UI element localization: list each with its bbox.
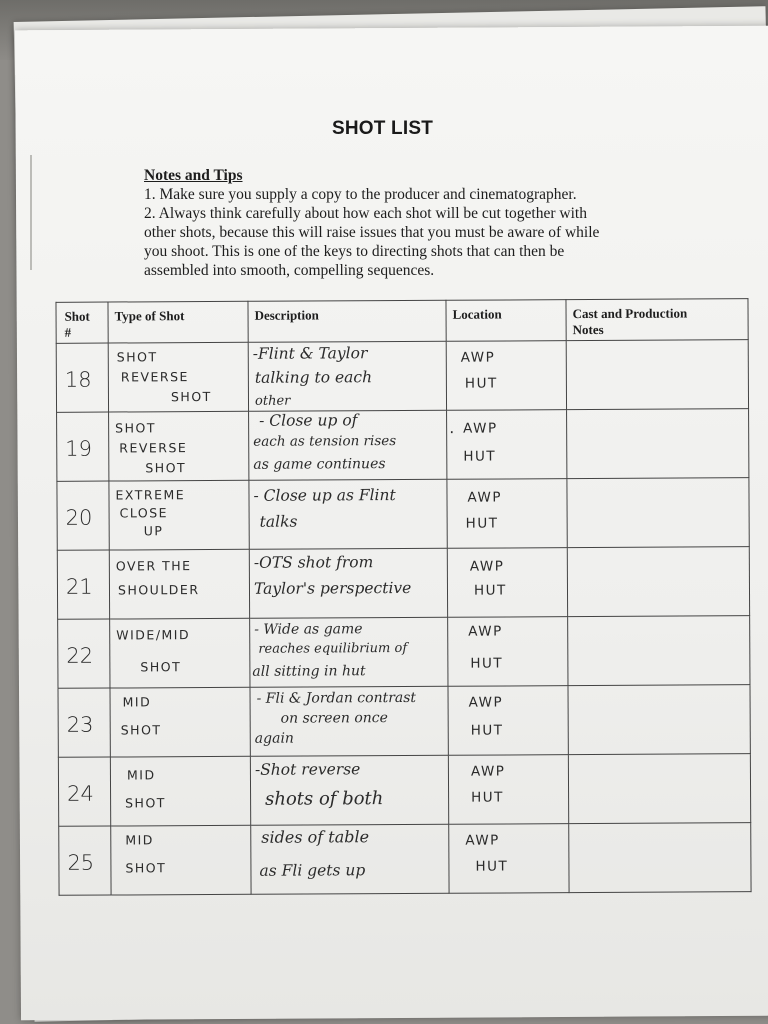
- table-row: [57, 478, 749, 551]
- header-cast-notes: [566, 299, 748, 341]
- cell-shot-number: [57, 412, 109, 481]
- ink-dot: ·: [449, 422, 455, 442]
- shot-number: 18: [64, 367, 92, 392]
- location-line: HUT: [475, 858, 509, 875]
- location-line: HUT: [470, 655, 504, 672]
- shot-number: 23: [66, 712, 94, 737]
- cell-description: [248, 341, 446, 411]
- cell-notes: [568, 616, 750, 686]
- notes-heading: Notes and Tips: [144, 167, 243, 184]
- header-location: Location: [446, 300, 566, 342]
- cell-shot-number: [58, 688, 110, 757]
- type-line: REVERSE: [119, 440, 188, 456]
- cell-type: [110, 756, 250, 826]
- page-title: SHOT LIST: [332, 118, 434, 139]
- description-line: talks: [259, 512, 298, 531]
- type-line: SHOT: [145, 460, 187, 476]
- description-line: again: [254, 730, 294, 747]
- description-line: -Flint & Taylor: [252, 344, 368, 363]
- cell-notes: [569, 823, 751, 893]
- location-line: AWP: [463, 420, 498, 437]
- cell-type: [110, 618, 250, 688]
- cell-shot-number: [58, 757, 110, 826]
- location-line: AWP: [469, 558, 505, 575]
- type-line: SHOT: [116, 349, 158, 365]
- shot-number: 22: [66, 643, 94, 668]
- type-line: SHOT: [170, 388, 212, 405]
- header-description: Description: [248, 300, 446, 342]
- table-row: [58, 616, 750, 689]
- tip-2-line-2: other shots, because this will raise issues that you must be aware of while: [144, 224, 600, 241]
- cell-description: [251, 824, 449, 894]
- description-line: sides of table: [261, 827, 370, 847]
- cell-type: [111, 825, 251, 895]
- table-row: [58, 685, 750, 758]
- description-line: as Fli gets up: [259, 861, 366, 880]
- cell-notes: [568, 754, 750, 824]
- location-line: HUT: [470, 722, 504, 739]
- type-line: SHOULDER: [117, 582, 200, 598]
- type-line: REVERSE: [120, 369, 189, 385]
- location-line: AWP: [465, 832, 500, 849]
- cell-type: [109, 549, 249, 619]
- type-line: SHOT: [125, 795, 166, 811]
- cell-description: [249, 548, 447, 618]
- table-row: [59, 823, 751, 896]
- location-line: AWP: [470, 763, 506, 780]
- shot-number: 19: [65, 436, 93, 461]
- header-shot-line-2: #: [64, 324, 72, 340]
- tip-2-line-4: assembled into smooth, compelling sequences.: [144, 262, 435, 279]
- header-shot-line-1: Shot: [64, 308, 90, 324]
- location-line: HUT: [471, 789, 504, 806]
- type-line: WIDE/MID: [116, 627, 191, 643]
- cell-notes: [568, 685, 750, 755]
- description-line: as game continues: [253, 456, 386, 473]
- description-line: shots of both: [265, 788, 384, 810]
- cell-shot-number: [57, 481, 109, 550]
- description-line: - Close up of: [259, 411, 358, 430]
- location-line: HUT: [473, 582, 507, 599]
- table-row: [56, 340, 748, 413]
- table-header-row: [56, 299, 748, 344]
- cell-notes: [567, 547, 749, 617]
- cell-description: [250, 686, 448, 756]
- shot-list-table-wrapper: [55, 298, 750, 886]
- cell-shot-number: [59, 826, 111, 895]
- location-line: HUT: [463, 448, 497, 465]
- cell-description: [250, 617, 448, 687]
- shot-number: 25: [67, 850, 95, 875]
- location-line: AWP: [468, 623, 503, 640]
- cell-location: [449, 824, 569, 894]
- header-type-of-shot: Type of Shot: [108, 301, 248, 343]
- type-line: MID: [125, 832, 154, 848]
- description-line: - Fli & Jordan contrast: [256, 689, 417, 707]
- type-line: MID: [126, 767, 156, 783]
- cell-notes: [567, 409, 749, 479]
- tip-1: 1. Make sure you supply a copy to the producer and cinematographer.: [144, 186, 577, 203]
- type-line: CLOSE: [119, 505, 169, 521]
- type-line: MID: [122, 694, 152, 710]
- description-line: -OTS shot from: [253, 553, 374, 572]
- description-line: on screen once: [280, 710, 388, 727]
- cell-type: [110, 687, 250, 757]
- description-line: - Close up as Flint: [253, 486, 396, 505]
- type-line: UP: [143, 523, 164, 539]
- header-cast-line-2: Notes: [572, 321, 604, 338]
- shot-number: 24: [66, 781, 94, 806]
- location-line: AWP: [468, 694, 504, 711]
- type-line: SHOT: [125, 860, 167, 876]
- description-line: Taylor's perspective: [253, 578, 412, 598]
- type-line: SHOT: [120, 722, 162, 738]
- cell-location: [446, 341, 566, 411]
- cell-location: [447, 479, 567, 549]
- cell-shot-number: [58, 619, 110, 688]
- notes-section: [144, 166, 664, 280]
- type-line: SHOT: [115, 420, 156, 436]
- cell-location: [448, 686, 568, 756]
- table-row: [57, 409, 749, 482]
- cell-description: [249, 410, 447, 480]
- shot-number: 20: [65, 505, 93, 530]
- cell-type: [109, 480, 249, 550]
- type-line: EXTREME: [115, 487, 186, 503]
- cell-location: [448, 755, 568, 825]
- cell-description: [250, 755, 448, 825]
- header-cast-line-1: Cast and Production: [572, 305, 688, 322]
- cell-location: [447, 410, 567, 480]
- cell-type: [109, 411, 249, 481]
- shot-number: 21: [65, 574, 93, 599]
- header-shot-number: [56, 302, 108, 343]
- location-line: HUT: [465, 515, 499, 532]
- cell-description: [249, 479, 447, 549]
- description-line: -Shot reverse: [254, 760, 361, 779]
- cell-shot-number: [56, 343, 108, 412]
- shot-list-table: [55, 298, 751, 896]
- location-line: AWP: [467, 489, 503, 506]
- location-line: AWP: [460, 349, 496, 366]
- sheet-edge-shadow: [30, 155, 32, 270]
- cell-notes: [566, 340, 748, 410]
- type-line: SHOT: [140, 659, 182, 675]
- location-line: HUT: [464, 375, 498, 392]
- cell-type: [108, 342, 248, 412]
- table-row: [57, 547, 749, 620]
- cell-location: [447, 548, 567, 618]
- tip-2-line-1: 2. Always think carefully about how each shot will be cut together with: [144, 205, 587, 222]
- description-line: - Wide as game: [254, 621, 363, 638]
- table-row: [58, 754, 750, 827]
- type-line: OVER THE: [115, 558, 192, 574]
- cell-notes: [567, 478, 749, 548]
- tip-2-line-3: you shoot. This is one of the keys to directing shots that can then be: [144, 243, 565, 260]
- description-line: other: [254, 393, 291, 409]
- cell-shot-number: [57, 550, 109, 619]
- description-line: each as tension rises: [253, 433, 397, 450]
- description-line: reaches equilibrium of: [258, 640, 408, 657]
- description-line: talking to each: [254, 368, 373, 387]
- description-line: all sitting in hut: [252, 663, 366, 680]
- cell-location: [448, 617, 568, 687]
